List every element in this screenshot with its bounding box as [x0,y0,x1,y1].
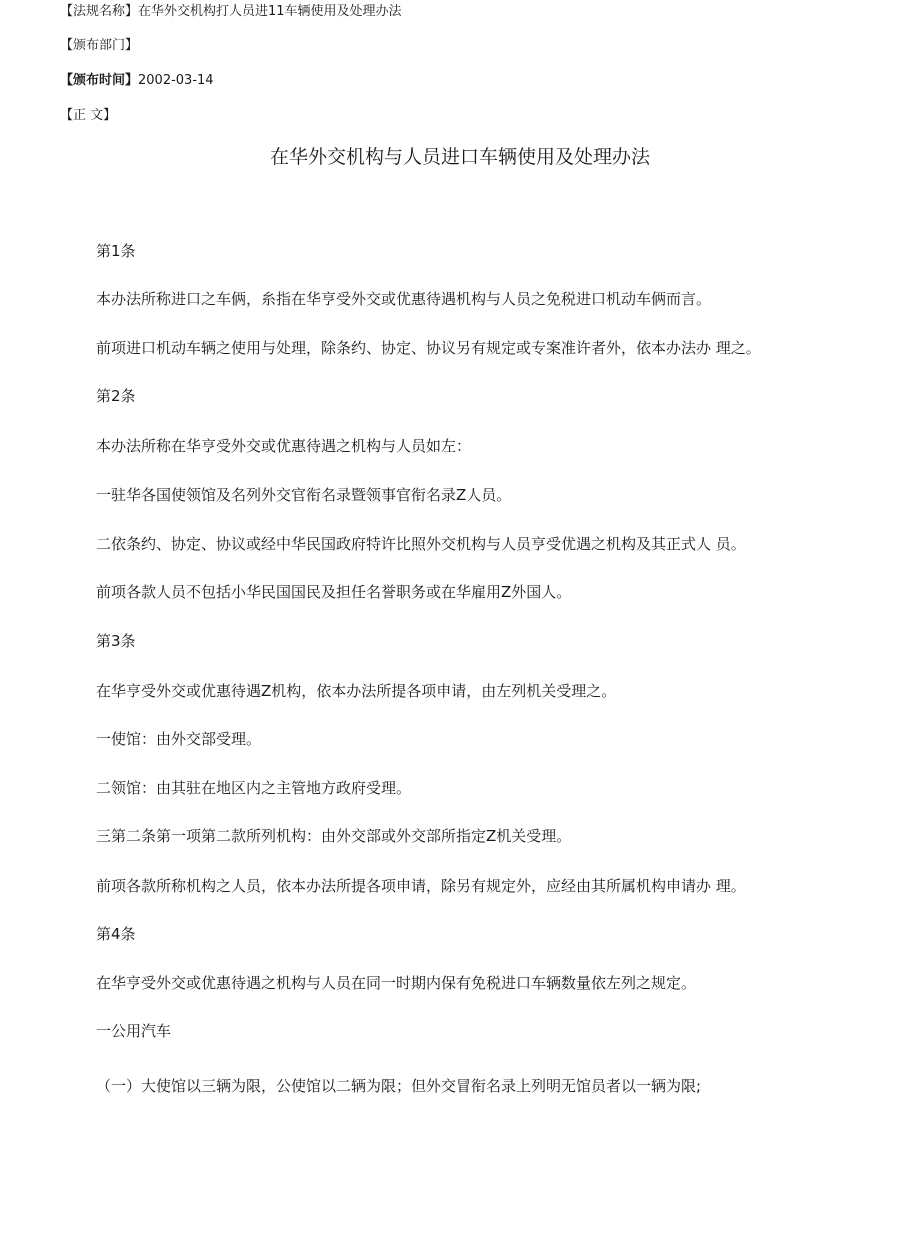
paragraph: 二依条约、协定、协议或经中华民国政府特许比照外交机构与人员亨受优遇之机构及其正式人 员。 [96,535,746,553]
law-name-label: 【法规名称】 [60,4,139,19]
paragraph: （一）大使馆以三辆为限，公使馆以二辆为限；但外交冒衔名录上列明无馆员者以一辆为限; [96,1077,702,1095]
paragraph: 在华亨受外交或优惠待遇Z机构，依本办法所提各项申请，由左列机关受理之。 [96,682,617,700]
article-heading: 第2条 [96,387,136,405]
department-label: 【颁布部门】 [60,38,139,53]
header-date [60,72,214,90]
document-title: 在华外交机构与人员进口车辆使用及处理办法 [269,146,650,168]
article-heading: 第4条 [96,925,136,943]
body-label: 【正 文】 [60,108,117,123]
header-department [60,37,138,55]
law-name-value: 在华外交机构打人员进11车辆使用及处理办法 [138,4,402,19]
paragraph: 三第二条第一项第二款所列机构：由外交部或外交部所指定Z机关受理。 [96,827,572,845]
date-label: 【颁布时间】 [60,73,139,88]
paragraph: 本办法所称进口之车俩，糸指在华亨受外交或优惠待遇机构与人员之免税进口机动车俩而言。 [96,290,712,308]
paragraph: 一驻华各国使领馆及名列外交官衔名录暨领事官衔名录Z人员。 [96,486,512,504]
paragraph: 前项进口机动车辆之使用与处理，除条约、协定、协议另有规定或专案准许者外，依本办法办 理之。 [96,339,761,357]
paragraph: 本办法所称在华亨受外交或优惠待遇之机构与人员如左： [96,437,472,455]
header-body [60,107,116,125]
article-heading: 第1条 [96,242,136,260]
paragraph: 前项各款人员不包括小华民国国民及担任名誉职务或在华雇用Z外国人。 [96,583,572,601]
paragraph: 在华亨受外交或优惠待遇之机构与人员在同一时期内保有免税进口车辆数量依左列之规定。 [96,974,697,992]
paragraph: 一使馆：由外交部受理。 [96,730,262,748]
article-heading: 第3条 [96,632,136,650]
paragraph: 前项各款所称机构之人员，依本办法所提各项申请，除另有规定外，应经由其所属机构申请办 理。 [96,877,746,895]
header-law-name [60,3,402,21]
date-value: 2002-03-14 [138,73,214,88]
paragraph: 二领馆：由其驻在地区内之主管地方政府受理。 [96,779,412,797]
paragraph: 一公用汽车 [96,1022,172,1040]
